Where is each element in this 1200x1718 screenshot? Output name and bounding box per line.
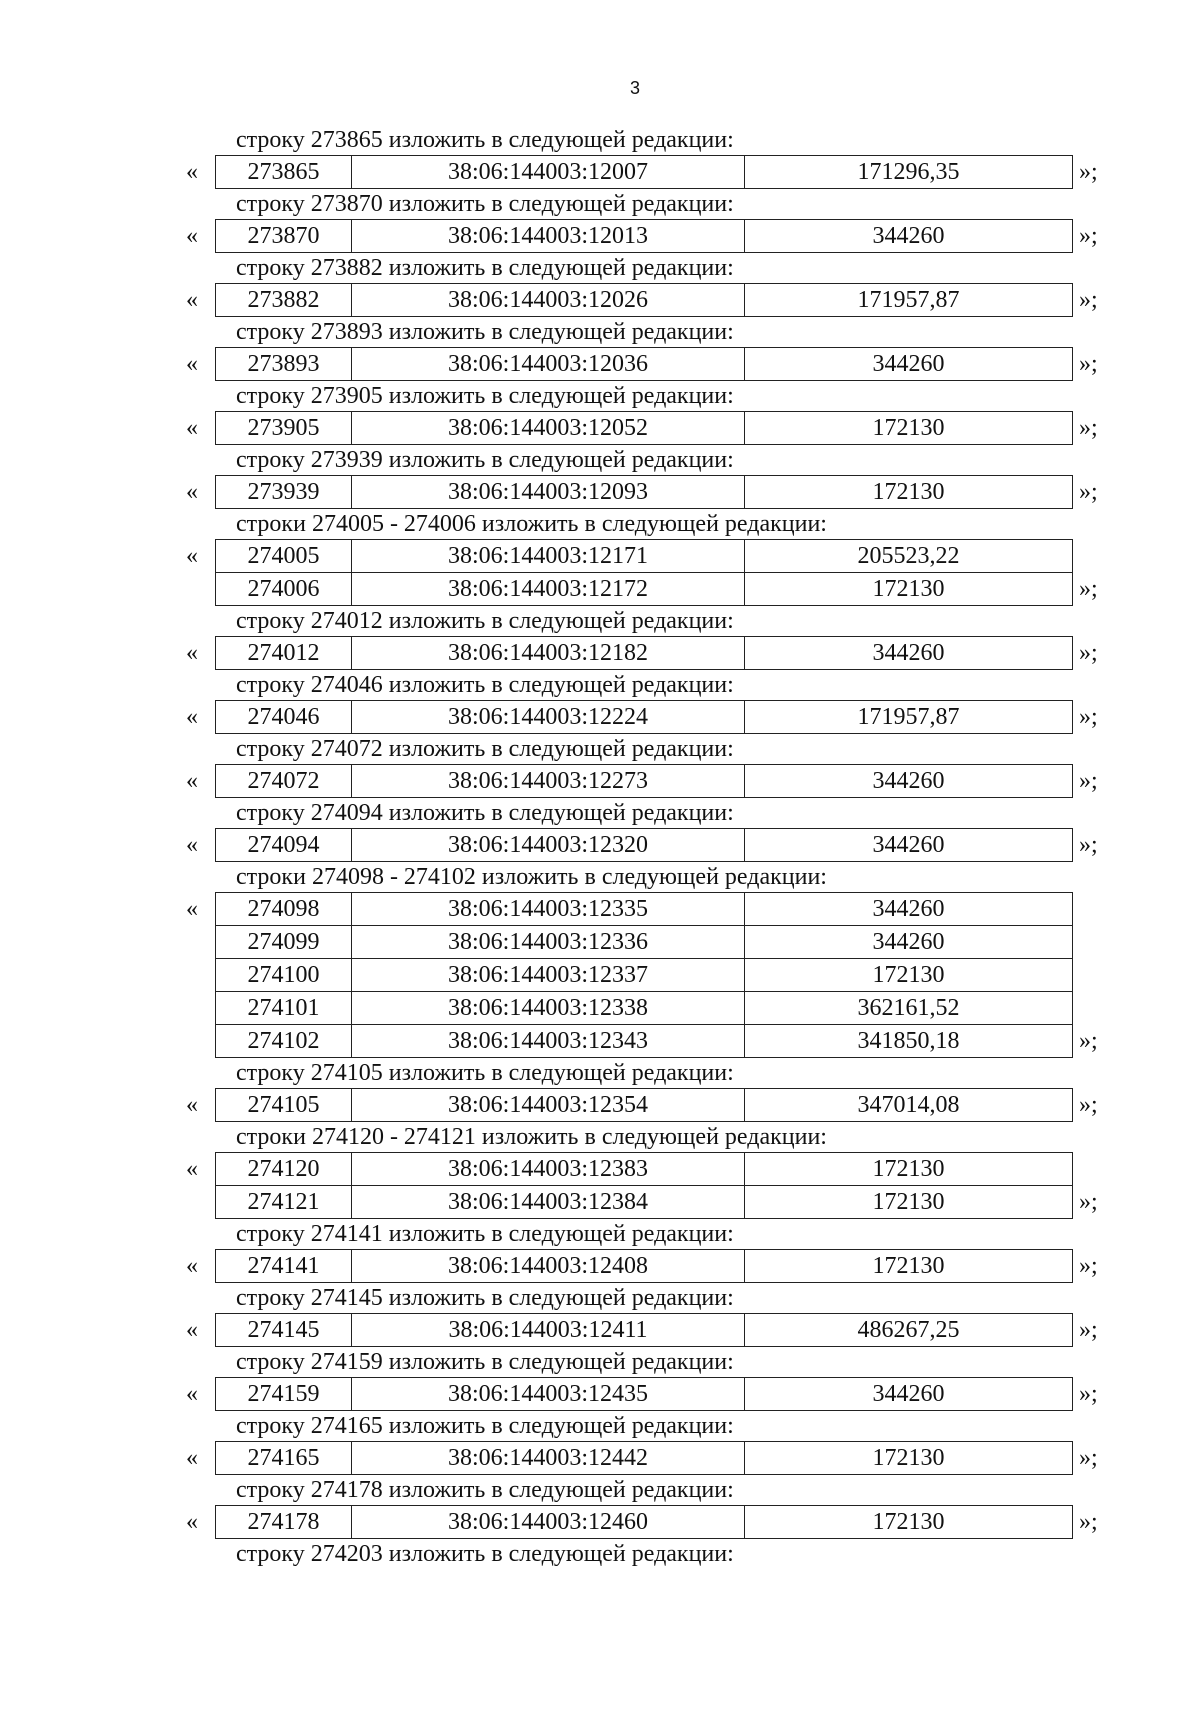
amendment-instruction: строки 274005 - 274006 изложить в следующей редакции: <box>236 511 827 537</box>
value-cell: 344260 <box>745 1378 1073 1411</box>
closing-quote: »; <box>1079 640 1098 666</box>
amendment-instruction: строки 274098 - 274102 изложить в следующей редакции: <box>236 864 827 890</box>
opening-quote: « <box>186 640 198 666</box>
amended-rows-table <box>215 1313 1073 1347</box>
amended-rows-table <box>215 475 1073 509</box>
opening-quote: « <box>186 832 198 858</box>
opening-quote: « <box>186 1381 198 1407</box>
row-number-cell: 274005 <box>216 540 352 573</box>
closing-quote: »; <box>1079 1381 1098 1407</box>
amendment-instruction: строку 273870 изложить в следующей редакции: <box>236 191 734 217</box>
amendment-block <box>0 1377 1200 1411</box>
amendment-block <box>0 155 1200 189</box>
value-cell: 486267,25 <box>745 1314 1073 1347</box>
value-cell: 344260 <box>745 893 1073 926</box>
value-cell: 347014,08 <box>745 1089 1073 1122</box>
cadastral-number-cell: 38:06:144003:12273 <box>352 765 745 798</box>
opening-quote: « <box>186 543 198 569</box>
row-number-cell: 274072 <box>216 765 352 798</box>
value-cell: 362161,52 <box>745 992 1073 1025</box>
row-number-cell: 274099 <box>216 926 352 959</box>
closing-quote: »; <box>1079 832 1098 858</box>
value-cell: 171957,87 <box>745 701 1073 734</box>
cadastral-number-cell: 38:06:144003:12354 <box>352 1089 745 1122</box>
row-number-cell: 274101 <box>216 992 352 1025</box>
table-row <box>216 992 1073 1025</box>
row-number-cell: 274159 <box>216 1378 352 1411</box>
amended-rows-table <box>215 892 1073 1058</box>
value-cell: 172130 <box>745 1250 1073 1283</box>
closing-quote: »; <box>1079 351 1098 377</box>
amended-rows-table <box>215 155 1073 189</box>
amendment-instruction: строку 273882 изложить в следующей редакции: <box>236 255 734 281</box>
closing-quote: »; <box>1079 1509 1098 1535</box>
amendment-block <box>0 347 1200 381</box>
table-row <box>216 1089 1073 1122</box>
value-cell: 171957,87 <box>745 284 1073 317</box>
row-number-cell: 273893 <box>216 348 352 381</box>
cadastral-number-cell: 38:06:144003:12338 <box>352 992 745 1025</box>
table-row <box>216 1153 1073 1186</box>
table-row <box>216 220 1073 253</box>
row-number-cell: 273865 <box>216 156 352 189</box>
amendment-block <box>0 636 1200 670</box>
table-row <box>216 926 1073 959</box>
amended-rows-table <box>215 1377 1073 1411</box>
value-cell: 205523,22 <box>745 540 1073 573</box>
amendment-instruction: строку 274141 изложить в следующей редакции: <box>236 1221 734 1247</box>
amendment-instruction: строку 274012 изложить в следующей редакции: <box>236 608 734 634</box>
cadastral-number-cell: 38:06:144003:12442 <box>352 1442 745 1475</box>
amended-rows-table <box>215 1088 1073 1122</box>
cadastral-number-cell: 38:06:144003:12383 <box>352 1153 745 1186</box>
cadastral-number-cell: 38:06:144003:12182 <box>352 637 745 670</box>
value-cell: 344260 <box>745 220 1073 253</box>
amendment-block <box>0 892 1200 1058</box>
closing-quote: »; <box>1079 1253 1098 1279</box>
row-number-cell: 274098 <box>216 893 352 926</box>
table-row <box>216 829 1073 862</box>
cadastral-number-cell: 38:06:144003:12320 <box>352 829 745 862</box>
row-number-cell: 273939 <box>216 476 352 509</box>
table-row <box>216 1378 1073 1411</box>
row-number-cell: 273870 <box>216 220 352 253</box>
amendment-instruction: строку 274145 изложить в следующей редакции: <box>236 1285 734 1311</box>
closing-quote: »; <box>1079 415 1098 441</box>
closing-quote: »; <box>1079 1092 1098 1118</box>
closing-quote: »; <box>1079 704 1098 730</box>
opening-quote: « <box>186 896 198 922</box>
amendment-block <box>0 828 1200 862</box>
amended-rows-table <box>215 636 1073 670</box>
table-row <box>216 765 1073 798</box>
amendment-block <box>0 539 1200 606</box>
cadastral-number-cell: 38:06:144003:12435 <box>352 1378 745 1411</box>
value-cell: 172130 <box>745 1506 1073 1539</box>
value-cell: 344260 <box>745 926 1073 959</box>
row-number-cell: 274006 <box>216 573 352 606</box>
amendment-block <box>0 283 1200 317</box>
cadastral-number-cell: 38:06:144003:12013 <box>352 220 745 253</box>
amendment-block <box>0 219 1200 253</box>
row-number-cell: 274145 <box>216 1314 352 1347</box>
amended-rows-table <box>215 1152 1073 1219</box>
table-row <box>216 1025 1073 1058</box>
amendment-instruction: строку 274072 изложить в следующей редакции: <box>236 736 734 762</box>
table-row <box>216 701 1073 734</box>
table-row <box>216 1186 1073 1219</box>
closing-quote: »; <box>1079 159 1098 185</box>
cadastral-number-cell: 38:06:144003:12026 <box>352 284 745 317</box>
cadastral-number-cell: 38:06:144003:12093 <box>352 476 745 509</box>
amendment-instruction: строку 274094 изложить в следующей редакции: <box>236 800 734 826</box>
table-row <box>216 476 1073 509</box>
opening-quote: « <box>186 159 198 185</box>
value-cell: 172130 <box>745 1442 1073 1475</box>
page-number: 3 <box>629 78 640 98</box>
row-number-cell: 273905 <box>216 412 352 445</box>
cadastral-number-cell: 38:06:144003:12337 <box>352 959 745 992</box>
opening-quote: « <box>186 1317 198 1343</box>
amendment-instruction: строку 273905 изложить в следующей редакции: <box>236 383 734 409</box>
amended-rows-table <box>215 283 1073 317</box>
value-cell: 172130 <box>745 476 1073 509</box>
row-number-cell: 274141 <box>216 1250 352 1283</box>
opening-quote: « <box>186 351 198 377</box>
cadastral-number-cell: 38:06:144003:12335 <box>352 893 745 926</box>
amendment-block <box>0 475 1200 509</box>
amendment-block <box>0 764 1200 798</box>
table-row <box>216 540 1073 573</box>
amendment-block <box>0 411 1200 445</box>
row-number-cell: 273882 <box>216 284 352 317</box>
amendment-list <box>0 125 1200 1569</box>
opening-quote: « <box>186 1253 198 1279</box>
cadastral-number-cell: 38:06:144003:12171 <box>352 540 745 573</box>
amended-rows-table <box>215 828 1073 862</box>
cadastral-number-cell: 38:06:144003:12036 <box>352 348 745 381</box>
cadastral-number-cell: 38:06:144003:12411 <box>352 1314 745 1347</box>
amended-rows-table <box>215 539 1073 606</box>
amendment-instruction: строку 273865 изложить в следующей редакции: <box>236 127 734 153</box>
table-row <box>216 959 1073 992</box>
amendment-instruction: строку 274203 изложить в следующей редакции: <box>236 1541 734 1567</box>
cadastral-number-cell: 38:06:144003:12224 <box>352 701 745 734</box>
value-cell: 344260 <box>745 765 1073 798</box>
opening-quote: « <box>186 223 198 249</box>
value-cell: 344260 <box>745 637 1073 670</box>
amendment-instruction: строки 274120 - 274121 изложить в следующей редакции: <box>236 1124 827 1150</box>
amendment-block <box>0 1313 1200 1347</box>
value-cell: 172130 <box>745 412 1073 445</box>
row-number-cell: 274105 <box>216 1089 352 1122</box>
amended-rows-table <box>215 1249 1073 1283</box>
opening-quote: « <box>186 1445 198 1471</box>
closing-quote: »; <box>1079 479 1098 505</box>
value-cell: 172130 <box>745 1186 1073 1219</box>
amendment-block <box>0 1088 1200 1122</box>
closing-quote: »; <box>1079 1189 1098 1215</box>
amendment-instruction: строку 274105 изложить в следующей редакции: <box>236 1060 734 1086</box>
table-row <box>216 637 1073 670</box>
amendment-instruction: строку 274178 изложить в следующей редакции: <box>236 1477 734 1503</box>
table-row <box>216 1314 1073 1347</box>
closing-quote: »; <box>1079 223 1098 249</box>
amended-rows-table <box>215 219 1073 253</box>
amended-rows-table <box>215 1441 1073 1475</box>
closing-quote: »; <box>1079 1317 1098 1343</box>
cadastral-number-cell: 38:06:144003:12007 <box>352 156 745 189</box>
table-row <box>216 348 1073 381</box>
row-number-cell: 274012 <box>216 637 352 670</box>
opening-quote: « <box>186 1092 198 1118</box>
value-cell: 171296,35 <box>745 156 1073 189</box>
table-row <box>216 1250 1073 1283</box>
cadastral-number-cell: 38:06:144003:12052 <box>352 412 745 445</box>
table-row <box>216 893 1073 926</box>
table-row <box>216 412 1073 445</box>
table-row <box>216 1442 1073 1475</box>
cadastral-number-cell: 38:06:144003:12408 <box>352 1250 745 1283</box>
cadastral-number-cell: 38:06:144003:12336 <box>352 926 745 959</box>
row-number-cell: 274178 <box>216 1506 352 1539</box>
closing-quote: »; <box>1079 287 1098 313</box>
cadastral-number-cell: 38:06:144003:12384 <box>352 1186 745 1219</box>
row-number-cell: 274121 <box>216 1186 352 1219</box>
closing-quote: »; <box>1079 1028 1098 1054</box>
amended-rows-table <box>215 1505 1073 1539</box>
value-cell: 344260 <box>745 348 1073 381</box>
amended-rows-table <box>215 347 1073 381</box>
opening-quote: « <box>186 287 198 313</box>
table-row <box>216 284 1073 317</box>
opening-quote: « <box>186 1509 198 1535</box>
amendment-block <box>0 1152 1200 1219</box>
opening-quote: « <box>186 415 198 441</box>
opening-quote: « <box>186 768 198 794</box>
value-cell: 344260 <box>745 829 1073 862</box>
opening-quote: « <box>186 479 198 505</box>
cadastral-number-cell: 38:06:144003:12343 <box>352 1025 745 1058</box>
amended-rows-table <box>215 700 1073 734</box>
value-cell: 172130 <box>745 573 1073 606</box>
amendment-instruction: строку 273893 изложить в следующей редакции: <box>236 319 734 345</box>
table-row <box>216 573 1073 606</box>
amendment-instruction: строку 274165 изложить в следующей редакции: <box>236 1413 734 1439</box>
row-number-cell: 274100 <box>216 959 352 992</box>
amendment-instruction: строку 274046 изложить в следующей редакции: <box>236 672 734 698</box>
row-number-cell: 274120 <box>216 1153 352 1186</box>
value-cell: 172130 <box>745 959 1073 992</box>
table-row <box>216 1506 1073 1539</box>
closing-quote: »; <box>1079 576 1098 602</box>
amendment-block <box>0 1505 1200 1539</box>
amended-rows-table <box>215 764 1073 798</box>
row-number-cell: 274102 <box>216 1025 352 1058</box>
table-row <box>216 156 1073 189</box>
value-cell: 172130 <box>745 1153 1073 1186</box>
value-cell: 341850,18 <box>745 1025 1073 1058</box>
opening-quote: « <box>186 1156 198 1182</box>
cadastral-number-cell: 38:06:144003:12172 <box>352 573 745 606</box>
closing-quote: »; <box>1079 1445 1098 1471</box>
amended-rows-table <box>215 411 1073 445</box>
amendment-block <box>0 700 1200 734</box>
closing-quote: »; <box>1079 768 1098 794</box>
amendment-block <box>0 1249 1200 1283</box>
row-number-cell: 274046 <box>216 701 352 734</box>
amendment-instruction: строку 273939 изложить в следующей редакции: <box>236 447 734 473</box>
opening-quote: « <box>186 704 198 730</box>
row-number-cell: 274094 <box>216 829 352 862</box>
row-number-cell: 274165 <box>216 1442 352 1475</box>
cadastral-number-cell: 38:06:144003:12460 <box>352 1506 745 1539</box>
amendment-instruction: строку 274159 изложить в следующей редакции: <box>236 1349 734 1375</box>
amendment-block <box>0 1441 1200 1475</box>
